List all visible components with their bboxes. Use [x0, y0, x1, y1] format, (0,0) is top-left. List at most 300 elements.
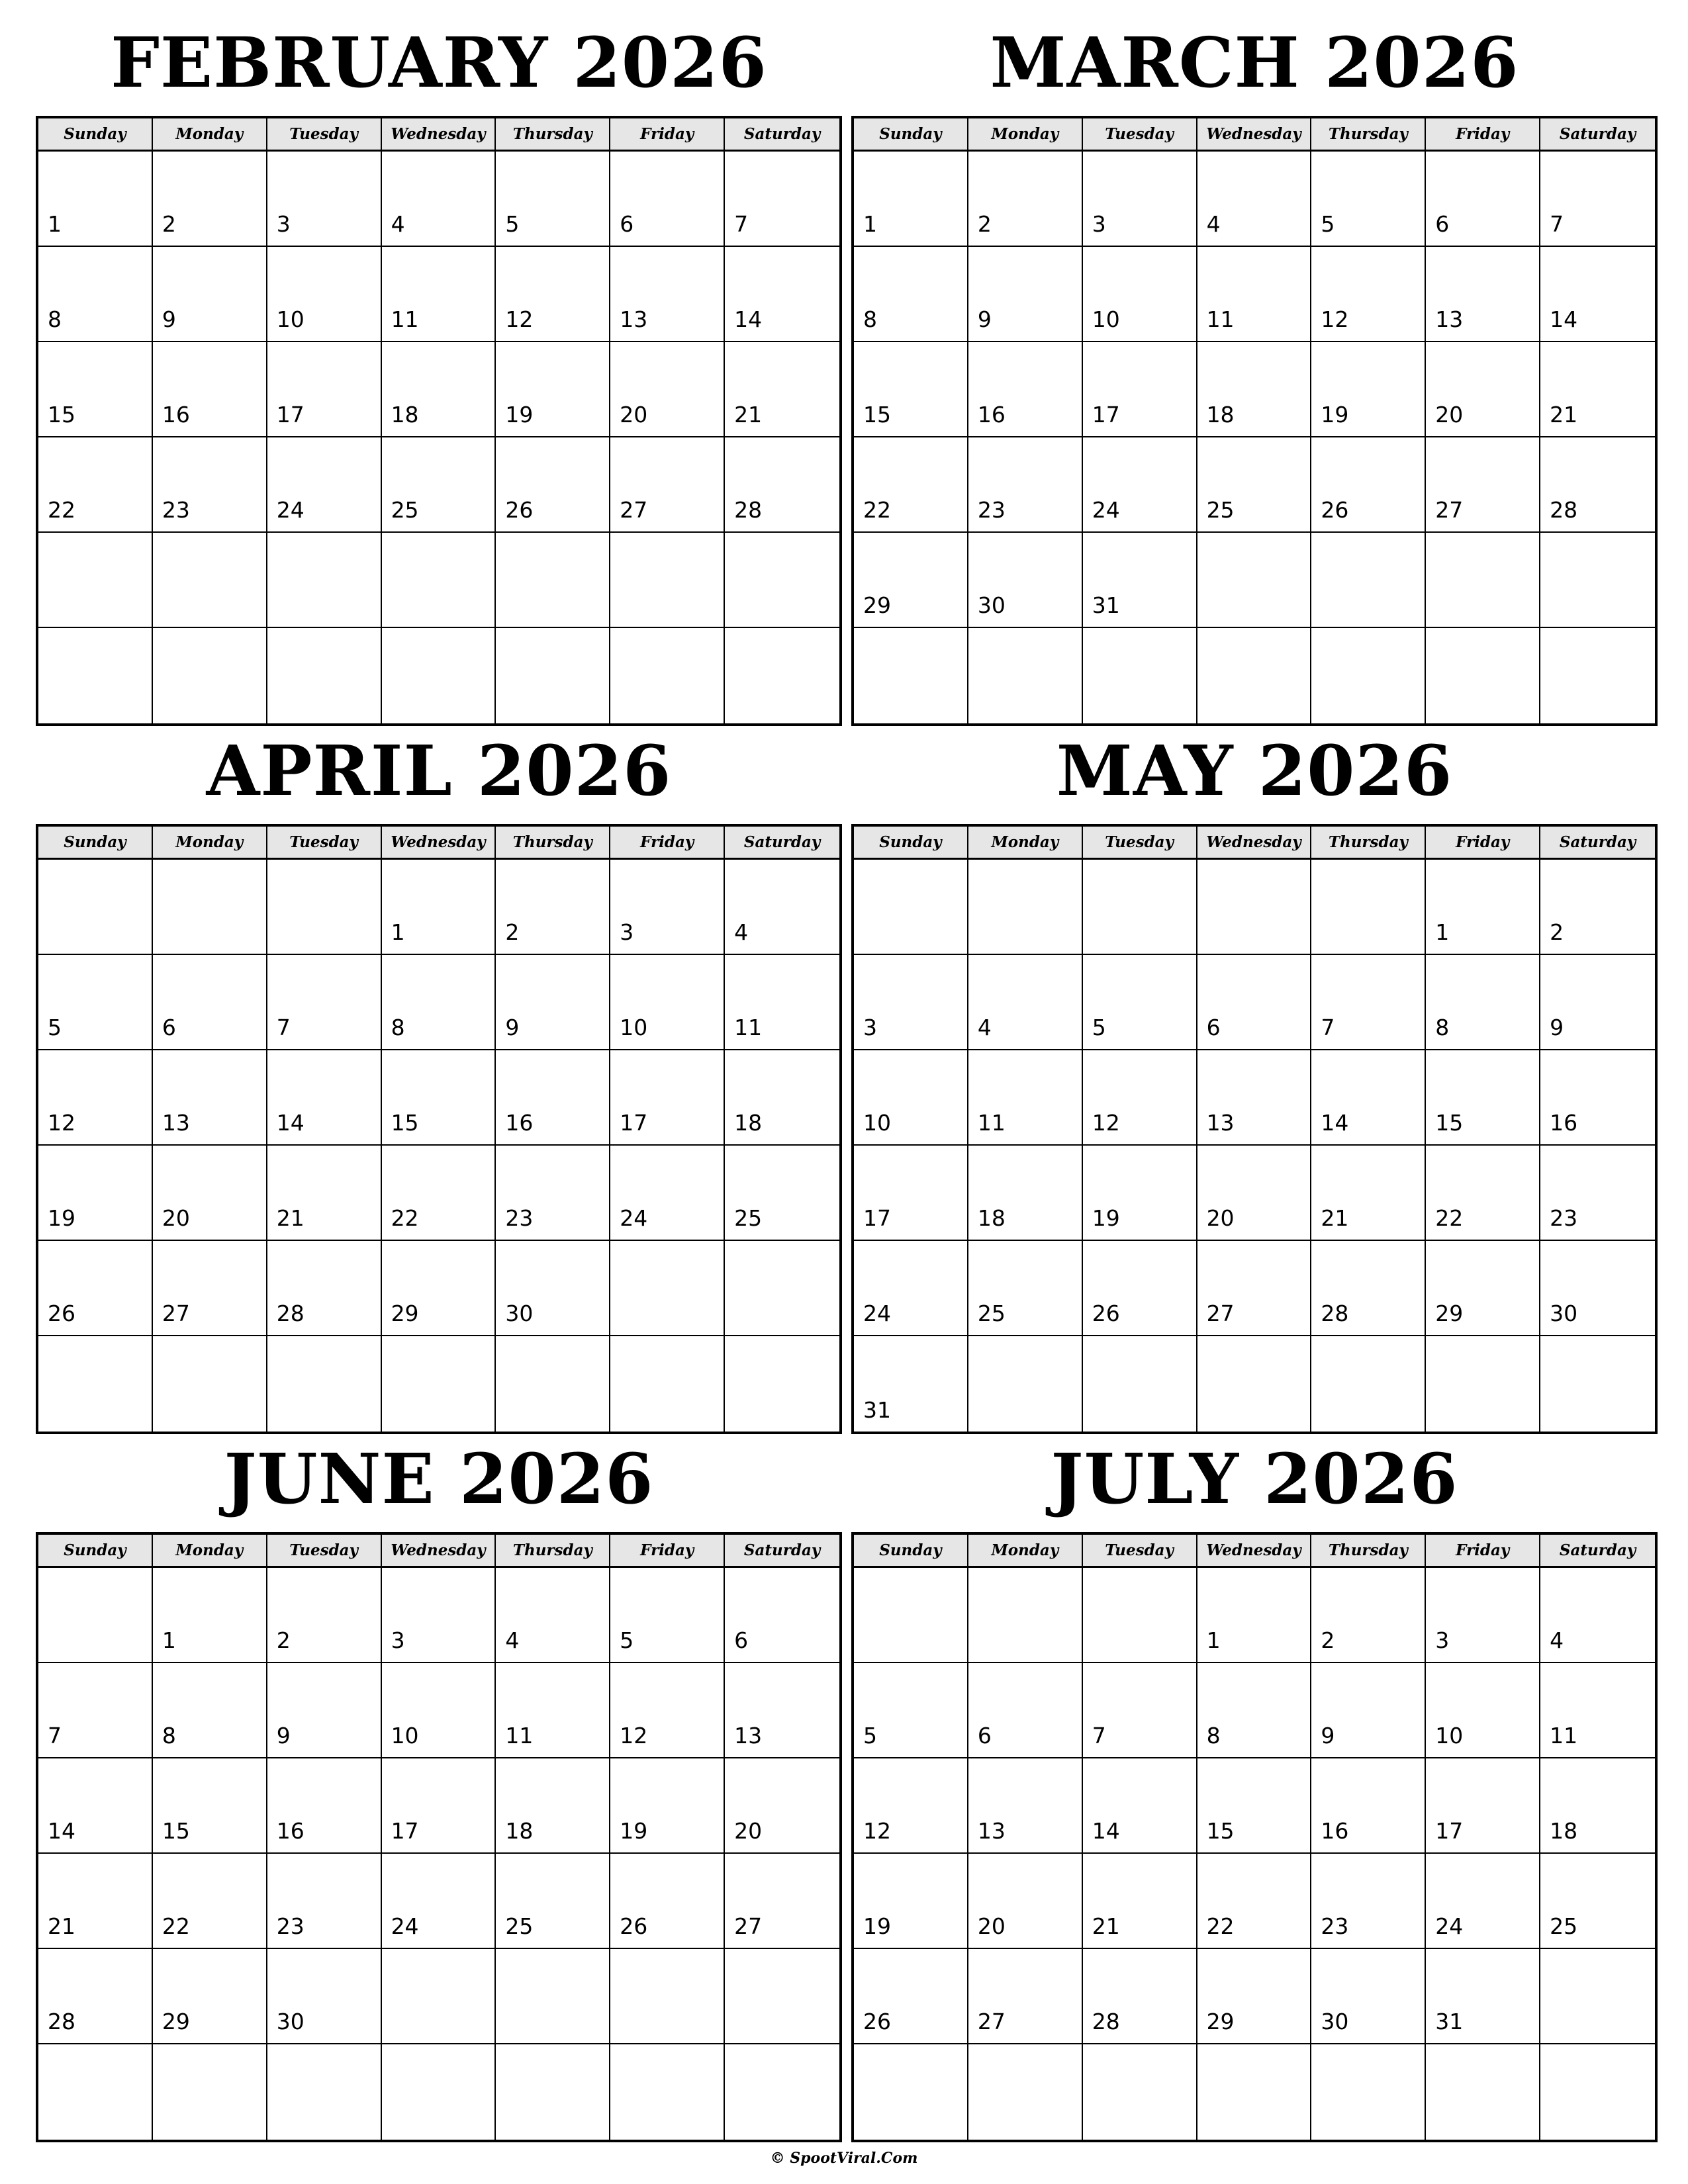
day-cell [1197, 533, 1312, 628]
day-cell [1197, 1758, 1312, 1854]
day-cell [267, 247, 382, 342]
day-cell [153, 152, 267, 247]
day-cell [1426, 955, 1540, 1050]
month-title: JULY 2026 [1051, 1438, 1458, 1520]
day-cell [854, 1241, 968, 1336]
day-cell [1426, 342, 1540, 437]
day-cell [1197, 2044, 1312, 2140]
day-number: 7 [48, 1723, 62, 1749]
day-number: 15 [1206, 1818, 1235, 1844]
day-number: 1 [1206, 1627, 1221, 1653]
day-cell [725, 152, 839, 247]
day-cell [38, 955, 153, 1050]
day-cell [1540, 1146, 1655, 1241]
day-cell [1311, 1241, 1426, 1336]
day-cell [968, 1146, 1083, 1241]
day-cell [1197, 342, 1312, 437]
day-cell [1197, 1949, 1312, 2044]
day-cell [153, 1568, 267, 1663]
day-cell [496, 1146, 610, 1241]
day-cell [1311, 1758, 1426, 1854]
day-number: 8 [391, 1015, 405, 1040]
day-number: 31 [1435, 2009, 1464, 2034]
day-number: 8 [48, 306, 62, 332]
day-cell [267, 533, 382, 628]
day-cell [1540, 247, 1655, 342]
day-number: 2 [977, 211, 992, 237]
weekday-header: Wednesday [382, 118, 496, 152]
day-cell [267, 1146, 382, 1241]
day-cell [610, 1758, 725, 1854]
day-number: 19 [505, 402, 534, 428]
day-number: 14 [1321, 1110, 1349, 1136]
day-number: 3 [1092, 211, 1106, 237]
weekday-header: Wednesday [382, 1535, 496, 1568]
day-cell [38, 1949, 153, 2044]
day-number: 14 [1092, 1818, 1120, 1844]
day-cell [610, 342, 725, 437]
day-number: 14 [1550, 306, 1578, 332]
day-number: 22 [48, 497, 75, 523]
day-cell [38, 1146, 153, 1241]
weekday-header: Saturday [725, 118, 839, 152]
day-number: 4 [1550, 1627, 1564, 1653]
day-cell [610, 1663, 725, 1758]
day-cell [153, 1241, 267, 1336]
weekday-header: Friday [1426, 118, 1540, 152]
day-number: 6 [1206, 1015, 1221, 1040]
day-number: 29 [1435, 1300, 1464, 1326]
day-cell [725, 533, 839, 628]
day-number: 1 [1435, 919, 1450, 945]
day-cell [854, 1146, 968, 1241]
weekday-header: Tuesday [1083, 1535, 1197, 1568]
day-cell [1311, 1146, 1426, 1241]
day-number: 7 [734, 211, 749, 237]
day-number: 17 [620, 1110, 648, 1136]
day-number: 2 [162, 211, 176, 237]
day-cell [610, 437, 725, 533]
day-number: 29 [863, 592, 891, 618]
weekday-header: Wednesday [382, 827, 496, 860]
day-cell [496, 2044, 610, 2140]
day-number: 4 [734, 919, 749, 945]
day-number: 27 [162, 1300, 190, 1326]
day-cell [1083, 1568, 1197, 1663]
day-cell [610, 1050, 725, 1146]
day-number: 13 [1435, 306, 1464, 332]
day-number: 22 [1435, 1205, 1464, 1231]
month-title: MARCH 2026 [990, 22, 1519, 103]
day-number: 11 [505, 1723, 534, 1749]
day-cell [1540, 1854, 1655, 1949]
day-cell [496, 342, 610, 437]
day-number: 11 [977, 1110, 1006, 1136]
weekday-header: Saturday [1540, 1535, 1655, 1568]
day-cell [496, 1568, 610, 1663]
day-number: 25 [1550, 1913, 1578, 1939]
day-number: 28 [1550, 497, 1578, 523]
weekday-header: Friday [610, 827, 725, 860]
day-cell [1083, 152, 1197, 247]
day-number: 16 [977, 402, 1006, 428]
day-number: 21 [48, 1913, 75, 1939]
day-cell [496, 1050, 610, 1146]
day-cell [1083, 1949, 1197, 2044]
day-number: 2 [1321, 1627, 1335, 1653]
day-number: 9 [162, 306, 176, 332]
day-cell [968, 342, 1083, 437]
day-number: 11 [1206, 306, 1235, 332]
day-cell [1540, 152, 1655, 247]
day-number: 4 [977, 1015, 992, 1040]
day-number: 14 [734, 306, 763, 332]
day-number: 28 [1092, 2009, 1120, 2034]
day-number: 8 [1206, 1723, 1221, 1749]
day-cell [267, 955, 382, 1050]
day-number: 30 [1550, 1300, 1578, 1326]
day-cell [854, 860, 968, 955]
day-number: 20 [977, 1913, 1006, 1939]
day-cell [725, 1949, 839, 2044]
day-cell [968, 437, 1083, 533]
day-number: 3 [620, 919, 634, 945]
weekday-header: Thursday [496, 118, 610, 152]
day-number: 8 [1435, 1015, 1450, 1040]
day-number: 17 [1092, 402, 1120, 428]
day-cell [854, 247, 968, 342]
day-cell [1083, 437, 1197, 533]
day-cell [1540, 1241, 1655, 1336]
day-cell [1083, 1854, 1197, 1949]
day-number: 23 [162, 497, 190, 523]
day-number: 1 [863, 211, 877, 237]
day-number: 20 [162, 1205, 190, 1231]
day-number: 19 [863, 1913, 891, 1939]
day-cell [1426, 1568, 1540, 1663]
day-number: 30 [1321, 2009, 1349, 2034]
day-number: 22 [863, 497, 891, 523]
day-number: 29 [162, 2009, 190, 2034]
day-number: 15 [48, 402, 75, 428]
day-cell [267, 1663, 382, 1758]
day-cell [1426, 1050, 1540, 1146]
day-number: 23 [505, 1205, 534, 1231]
day-cell [968, 1758, 1083, 1854]
day-number: 19 [1321, 402, 1349, 428]
day-number: 25 [1206, 497, 1235, 523]
day-cell [382, 1050, 496, 1146]
day-number: 5 [620, 1627, 634, 1653]
day-number: 22 [391, 1205, 419, 1231]
day-cell [382, 152, 496, 247]
day-number: 11 [391, 306, 419, 332]
day-number: 12 [505, 306, 534, 332]
day-number: 18 [1206, 402, 1235, 428]
day-number: 25 [977, 1300, 1006, 1326]
day-number: 2 [276, 1627, 291, 1653]
day-cell [610, 1241, 725, 1336]
day-number: 19 [620, 1818, 648, 1844]
month-grid [36, 116, 842, 726]
day-cell [382, 342, 496, 437]
day-cell [968, 1663, 1083, 1758]
day-number: 13 [977, 1818, 1006, 1844]
weekday-header: Monday [153, 118, 267, 152]
day-cell [1311, 2044, 1426, 2140]
day-cell [1083, 247, 1197, 342]
day-cell [1540, 955, 1655, 1050]
weekday-header: Wednesday [1197, 1535, 1312, 1568]
day-number: 11 [734, 1015, 763, 1040]
month-grid [851, 824, 1658, 1434]
day-number: 15 [1435, 1110, 1464, 1136]
day-cell [382, 1949, 496, 2044]
day-cell [725, 437, 839, 533]
day-cell [382, 247, 496, 342]
day-number: 10 [391, 1723, 419, 1749]
day-cell [1311, 152, 1426, 247]
weekday-header: Thursday [1311, 827, 1426, 860]
day-cell [968, 1568, 1083, 1663]
day-cell [153, 533, 267, 628]
day-cell [610, 1949, 725, 2044]
weekday-header: Tuesday [1083, 827, 1197, 860]
day-number: 13 [620, 306, 648, 332]
day-cell [267, 1050, 382, 1146]
day-number: 15 [863, 402, 891, 428]
weekday-header: Monday [153, 827, 267, 860]
month-grid [851, 116, 1658, 726]
day-cell [496, 860, 610, 955]
day-cell [153, 342, 267, 437]
day-cell [1311, 342, 1426, 437]
day-number: 24 [391, 1913, 419, 1939]
day-number: 24 [863, 1300, 891, 1326]
day-cell [267, 1758, 382, 1854]
day-number: 30 [977, 592, 1006, 618]
day-cell [1426, 2044, 1540, 2140]
day-number: 5 [505, 211, 520, 237]
day-number: 1 [48, 211, 62, 237]
weekday-header: Friday [1426, 827, 1540, 860]
weekday-header: Saturday [725, 1535, 839, 1568]
day-cell [1197, 437, 1312, 533]
day-cell [382, 955, 496, 1050]
day-cell [725, 1050, 839, 1146]
day-number: 14 [48, 1818, 75, 1844]
day-cell [496, 1663, 610, 1758]
day-cell [153, 437, 267, 533]
day-number: 25 [734, 1205, 763, 1231]
day-number: 12 [863, 1818, 891, 1844]
day-cell [1197, 1146, 1312, 1241]
day-cell [968, 247, 1083, 342]
day-number: 29 [1206, 2009, 1235, 2034]
day-cell [267, 1949, 382, 2044]
day-cell [1540, 1050, 1655, 1146]
day-cell [1197, 1241, 1312, 1336]
day-number: 31 [1092, 592, 1120, 618]
day-number: 10 [620, 1015, 648, 1040]
day-cell [1426, 1241, 1540, 1336]
day-number: 6 [162, 1015, 176, 1040]
weekday-header: Saturday [1540, 118, 1655, 152]
day-cell [610, 1854, 725, 1949]
day-cell [854, 1568, 968, 1663]
day-number: 7 [1092, 1723, 1106, 1749]
day-cell [382, 860, 496, 955]
day-number: 9 [977, 306, 992, 332]
day-number: 16 [505, 1110, 534, 1136]
day-number: 11 [1550, 1723, 1578, 1749]
day-cell [968, 152, 1083, 247]
day-cell [267, 152, 382, 247]
day-cell [725, 2044, 839, 2140]
day-number: 12 [1092, 1110, 1120, 1136]
day-number: 13 [1206, 1110, 1235, 1136]
day-number: 20 [1206, 1205, 1235, 1231]
day-number: 12 [620, 1723, 648, 1749]
day-number: 30 [276, 2009, 305, 2034]
day-cell [382, 533, 496, 628]
day-cell [1197, 860, 1312, 955]
day-cell [1083, 342, 1197, 437]
day-cell [38, 2044, 153, 2140]
weekday-header: Monday [968, 118, 1083, 152]
day-cell [1540, 2044, 1655, 2140]
day-number: 17 [1435, 1818, 1464, 1844]
day-number: 17 [276, 402, 305, 428]
day-cell [1311, 955, 1426, 1050]
day-number: 31 [863, 1397, 891, 1423]
day-cell [854, 1854, 968, 1949]
day-cell [725, 1854, 839, 1949]
day-cell [496, 955, 610, 1050]
day-cell [153, 1949, 267, 2044]
day-cell [968, 1854, 1083, 1949]
day-number: 10 [1092, 306, 1120, 332]
day-number: 4 [1206, 211, 1221, 237]
day-number: 24 [1435, 1913, 1464, 1939]
day-number: 28 [1321, 1300, 1349, 1326]
day-number: 24 [1092, 497, 1120, 523]
day-number: 23 [1321, 1913, 1349, 1939]
day-number: 13 [162, 1110, 190, 1136]
day-cell [38, 437, 153, 533]
weekday-header: Monday [968, 827, 1083, 860]
day-cell [496, 533, 610, 628]
day-number: 26 [863, 2009, 891, 2034]
weekday-header: Sunday [38, 118, 153, 152]
day-cell [153, 1854, 267, 1949]
day-number: 27 [1435, 497, 1464, 523]
day-cell [267, 437, 382, 533]
day-cell [267, 342, 382, 437]
day-cell [725, 1146, 839, 1241]
day-cell [1197, 1854, 1312, 1949]
day-cell [1426, 1854, 1540, 1949]
day-cell [725, 955, 839, 1050]
day-cell [496, 152, 610, 247]
day-cell [382, 1758, 496, 1854]
day-cell [610, 860, 725, 955]
day-cell [1083, 860, 1197, 955]
month-grid [36, 1532, 842, 2142]
day-cell [267, 1854, 382, 1949]
day-number: 27 [977, 2009, 1006, 2034]
day-cell [1426, 860, 1540, 955]
day-cell [38, 533, 153, 628]
day-number: 28 [734, 497, 763, 523]
day-number: 19 [48, 1205, 75, 1231]
day-cell [610, 955, 725, 1050]
day-cell [968, 1050, 1083, 1146]
day-cell [496, 247, 610, 342]
day-number: 10 [863, 1110, 891, 1136]
day-cell [854, 955, 968, 1050]
day-cell [382, 1241, 496, 1336]
day-cell [267, 1568, 382, 1663]
day-cell [1540, 1949, 1655, 2044]
day-number: 16 [162, 402, 190, 428]
day-number: 21 [276, 1205, 305, 1231]
day-number: 2 [505, 919, 520, 945]
day-cell [38, 1050, 153, 1146]
day-cell [1083, 1050, 1197, 1146]
day-cell [725, 342, 839, 437]
weekday-header: Saturday [1540, 827, 1655, 860]
day-number: 7 [1321, 1015, 1335, 1040]
day-cell [382, 2044, 496, 2140]
day-number: 17 [863, 1205, 891, 1231]
day-cell [610, 247, 725, 342]
weekday-header: Thursday [496, 827, 610, 860]
day-number: 20 [1435, 402, 1464, 428]
day-number: 26 [1321, 497, 1349, 523]
day-cell [38, 1663, 153, 1758]
day-cell [38, 1854, 153, 1949]
day-number: 18 [977, 1205, 1006, 1231]
day-cell [153, 955, 267, 1050]
day-cell [1197, 152, 1312, 247]
day-number: 12 [48, 1110, 75, 1136]
day-number: 12 [1321, 306, 1349, 332]
day-number: 1 [162, 1627, 176, 1653]
day-cell [1083, 1663, 1197, 1758]
weekday-header: Tuesday [267, 118, 382, 152]
weekday-header: Saturday [725, 827, 839, 860]
day-number: 3 [391, 1627, 405, 1653]
day-cell [38, 860, 153, 955]
day-number: 8 [162, 1723, 176, 1749]
day-cell [1540, 1663, 1655, 1758]
day-number: 29 [391, 1300, 419, 1326]
weekday-header: Friday [610, 118, 725, 152]
weekday-header: Tuesday [267, 827, 382, 860]
day-number: 10 [1435, 1723, 1464, 1749]
day-number: 6 [734, 1627, 749, 1653]
day-cell [1083, 1146, 1197, 1241]
day-number: 26 [620, 1913, 648, 1939]
weekday-header: Monday [153, 1535, 267, 1568]
day-number: 9 [276, 1723, 291, 1749]
day-number: 5 [48, 1015, 62, 1040]
day-number: 2 [1550, 919, 1564, 945]
day-number: 18 [1550, 1818, 1578, 1844]
day-number: 5 [1321, 211, 1335, 237]
weekday-header: Wednesday [1197, 118, 1312, 152]
